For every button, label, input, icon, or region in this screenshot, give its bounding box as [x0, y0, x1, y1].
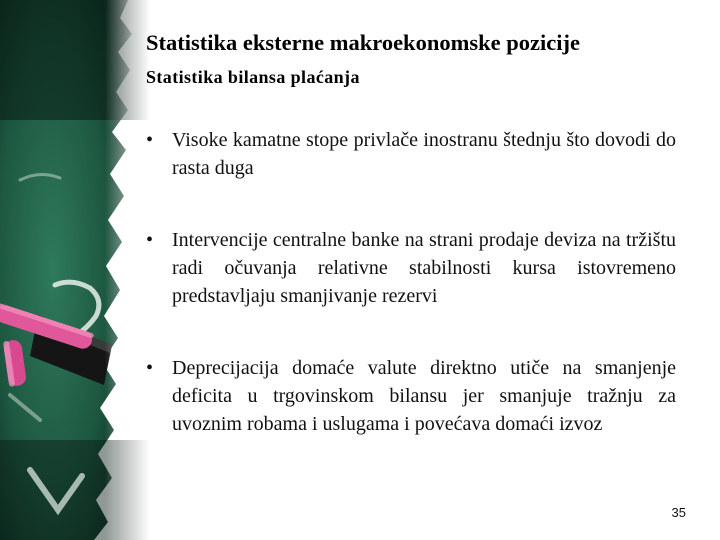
bullet-text: Visoke kamatne stope privlače inostranu štednju što dovodi do rasta duga	[172, 129, 676, 179]
bullet-item	[146, 354, 676, 438]
slide-title: Statistika eksterne makroekonomske pozicije	[146, 30, 580, 55]
bullet-marker: •	[146, 129, 154, 151]
bullet-item	[146, 226, 676, 310]
slide-subtitle: Statistika bilansa plaćanja	[146, 67, 360, 87]
bullet-marker: •	[146, 229, 154, 251]
bullet-list	[146, 126, 676, 438]
bullet-text: Intervencije centralne banke na strani prodaje deviza na tržištu radi očuvanja relativne stabilnosti kursa istovremeno predstavljaju smanjivanje rezervi	[172, 229, 676, 307]
bullet-marker: •	[146, 357, 154, 379]
page-number: 35	[671, 505, 686, 520]
bullet-text: Deprecijacija domaće valute direktno utiče na smanjenje deficita u trgovinskom bilansu jer smanjuje tražnju za uvoznim robama i uslugama i povećava domaći izvoz	[172, 357, 676, 435]
chalkboard-image	[0, 0, 150, 540]
bullet-item	[146, 126, 676, 182]
